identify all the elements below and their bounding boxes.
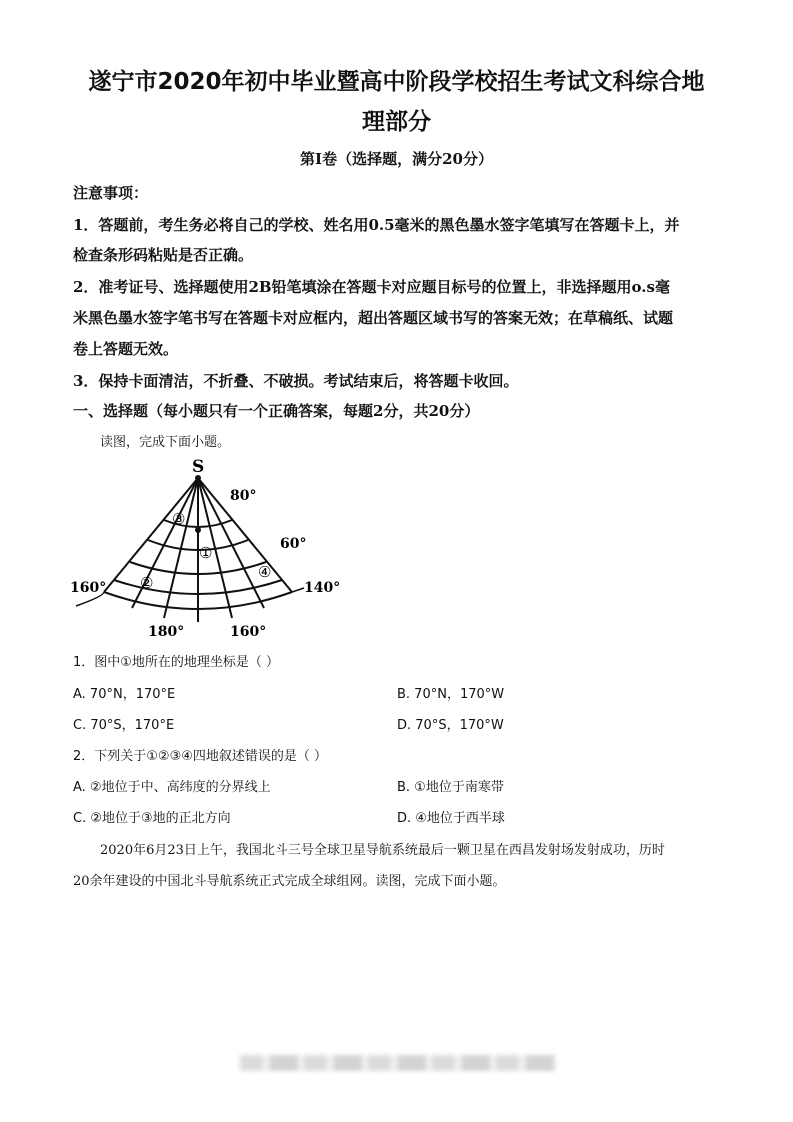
polar-map-figure [68, 456, 350, 642]
notice-item-3: 3．保持卡面清洁，不折叠、不破损。考试结束后，将答题卡收回。 [73, 372, 519, 390]
longitude-bottom-180-label: 180° [148, 624, 185, 640]
passage-line-1: 2020年6月23日上午，我国北斗三号全球卫星导航系统最后一颗卫星在西昌发射场发射成功，历时 [100, 843, 665, 858]
notice-item-2-cont2: 卷上答题无效。 [73, 340, 179, 358]
notice-item-1-cont: 检查条形码粘贴是否正确。 [73, 246, 254, 264]
question-1-stem: 1．图中①地所在的地理坐标是（ ） [73, 655, 280, 670]
question-1-option-d: D. 70°S，170°W [397, 718, 504, 733]
latitude-60-label: 60° [280, 536, 307, 552]
section-subtitle: 第Ⅰ卷（选择题，满分20分） [300, 150, 493, 168]
point-2-label: ② [140, 574, 154, 592]
latitude-80-label: 80° [230, 488, 257, 504]
pole-label: S [192, 457, 205, 477]
question-2-stem: 2．下列关于①②③④四地叙述错误的是（ ） [73, 749, 328, 764]
question-2-option-a: A. ②地位于中、高纬度的分界线上 [73, 780, 271, 795]
question-2-option-b: B. ①地位于南寒带 [397, 780, 504, 795]
page-title-continued: 理部分 [362, 109, 431, 135]
question-1-option-c: C. 70°S，170°E [73, 718, 175, 733]
passage-line-2: 20余年建设的中国北斗导航系统正式完成全球组网。读图，完成下面小题。 [73, 874, 506, 889]
notice-item-2-cont: 米黑色墨水签字笔书写在答题卡对应框内，超出答题区域书写的答案无效；在草稿纸、试题 [73, 309, 674, 327]
longitude-right-label: 140° [304, 580, 341, 596]
point-4-label: ④ [258, 563, 272, 581]
section-heading: 一、选择题（每小题只有一个正确答案，每题2分，共20分） [73, 402, 480, 420]
longitude-left-label: 160° [70, 580, 107, 596]
notice-item-1: 1．答题前，考生务必将自己的学校、姓名用0.5毫米的黑色墨水签字笔填写在答题卡上，并 [73, 216, 680, 234]
question-1-option-b: B. 70°N，170°W [397, 687, 505, 702]
page-title: 遂宁市2020年初中毕业暨高中阶段学校招生考试文科综合地 [88, 69, 705, 95]
notice-heading: 注意事项： [73, 184, 149, 202]
longitude-bottom-160-label: 160° [230, 624, 267, 640]
question-2-option-c: C. ②地位于③地的正北方向 [73, 811, 231, 826]
question-1-option-a: A. 70°N，170°E [73, 687, 176, 702]
notice-item-2: 2．准考证号、选择题使用2B铅笔填涂在答题卡对应题目标号的位置上，非选择题用o.s毫 [73, 278, 670, 296]
question-2-option-d: D. ④地位于西半球 [397, 811, 505, 826]
section-intro: 读图，完成下面小题。 [100, 435, 231, 450]
blurred-footer-watermark [240, 1055, 556, 1071]
point-1-label: ① [199, 544, 213, 562]
point-3-label: ③ [172, 510, 186, 528]
